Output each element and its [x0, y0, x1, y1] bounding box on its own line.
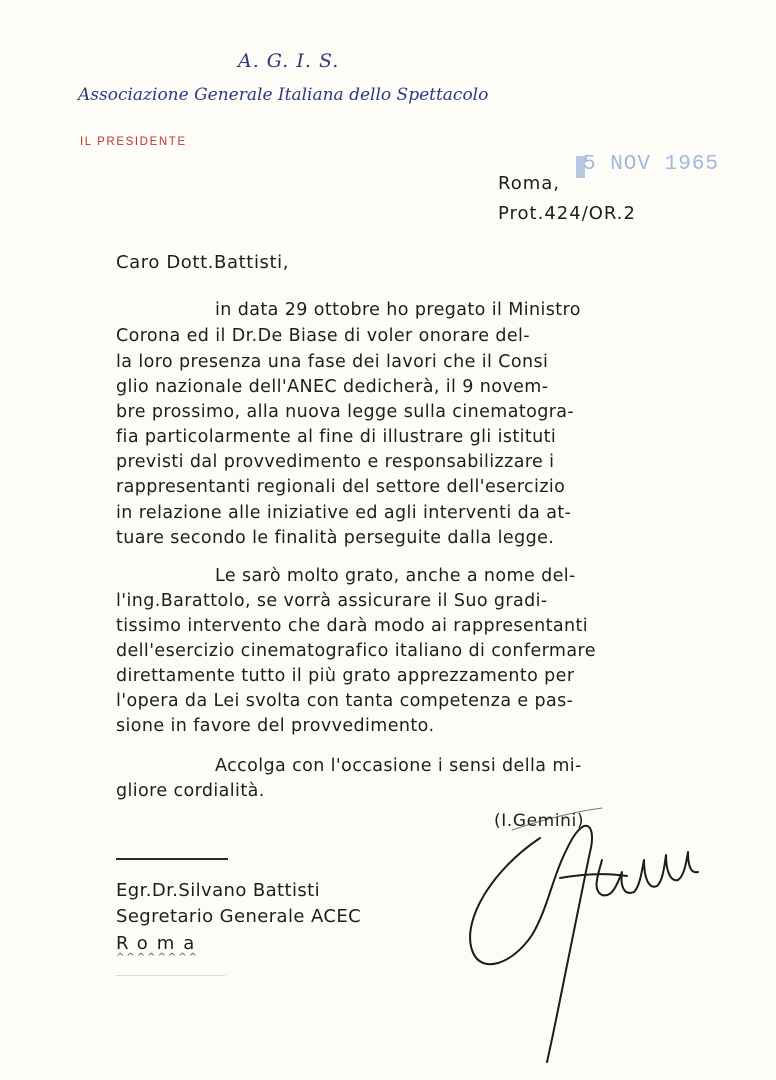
body-line: in data 29 ottobre ho pregato il Ministro: [215, 300, 581, 320]
body-line: gliore cordialità.: [116, 781, 265, 801]
recipient-marks: ^^^^^^^^: [116, 952, 200, 963]
protocol-number: Prot.424/OR.2: [498, 203, 636, 224]
salutation: Caro Dott.Battisti,: [116, 252, 290, 273]
recipient-city: Roma: [116, 933, 204, 954]
letterhead-abbreviation: A. G. I. S.: [238, 50, 340, 72]
date-stamp: 5 NOV 1965: [583, 153, 720, 176]
recipient-line1: Egr.Dr.Silvano Battisti: [116, 880, 320, 901]
body-line: dell'esercizio cinematografico italiano di confermare: [116, 641, 596, 661]
body-line: rappresentanti regionali del settore dell'esercizio: [116, 477, 566, 497]
body-line: tuare secondo le finalità perseguite dalla legge.: [116, 528, 555, 548]
body-line: bre prossimo, alla nuova legge sulla cinematogra-: [116, 402, 575, 422]
body-line: fia particolarmente al fine di illustrare gli istituti: [116, 427, 557, 447]
body-line: direttamente tutto il più grato apprezzamento per: [116, 666, 575, 686]
letterhead-role: IL PRESIDENTE: [80, 136, 187, 148]
faint-marks: [116, 975, 226, 980]
body-line: in relazione alle iniziative ed agli interventi da at-: [116, 503, 572, 523]
divider-rule: [116, 858, 228, 860]
body-line: glio nazionale dell'ANEC dedicherà, il 9 novem-: [116, 377, 549, 397]
letterhead-name: Associazione Generale Italiana dello Spettacolo: [78, 85, 489, 105]
body-line: l'opera da Lei svolta con tanta competenza e pas-: [116, 691, 574, 711]
body-line: sione in favore del provvedimento.: [116, 716, 435, 736]
body-line: la loro presenza una fase dei lavori che il Consi: [116, 352, 549, 372]
body-line: Accolga con l'occasione i sensi della mi-: [215, 756, 582, 776]
body-line: Le sarò molto grato, anche a nome del-: [215, 566, 576, 586]
recipient-line2: Segretario Generale ACEC: [116, 906, 362, 927]
signer-name: (I.Gemini): [494, 811, 585, 831]
body-line: Corona ed il Dr.De Biase di voler onorare del-: [116, 326, 531, 346]
place: Roma,: [498, 173, 560, 194]
body-line: previsti dal provvedimento e responsabilizzare i: [116, 452, 555, 472]
handwritten-signature: [452, 800, 702, 1065]
body-line: tissimo intervento che darà modo ai rappresentanti: [116, 616, 588, 636]
body-line: l'ing.Barattolo, se vorrà assicurare il Suo gradi-: [116, 591, 548, 611]
